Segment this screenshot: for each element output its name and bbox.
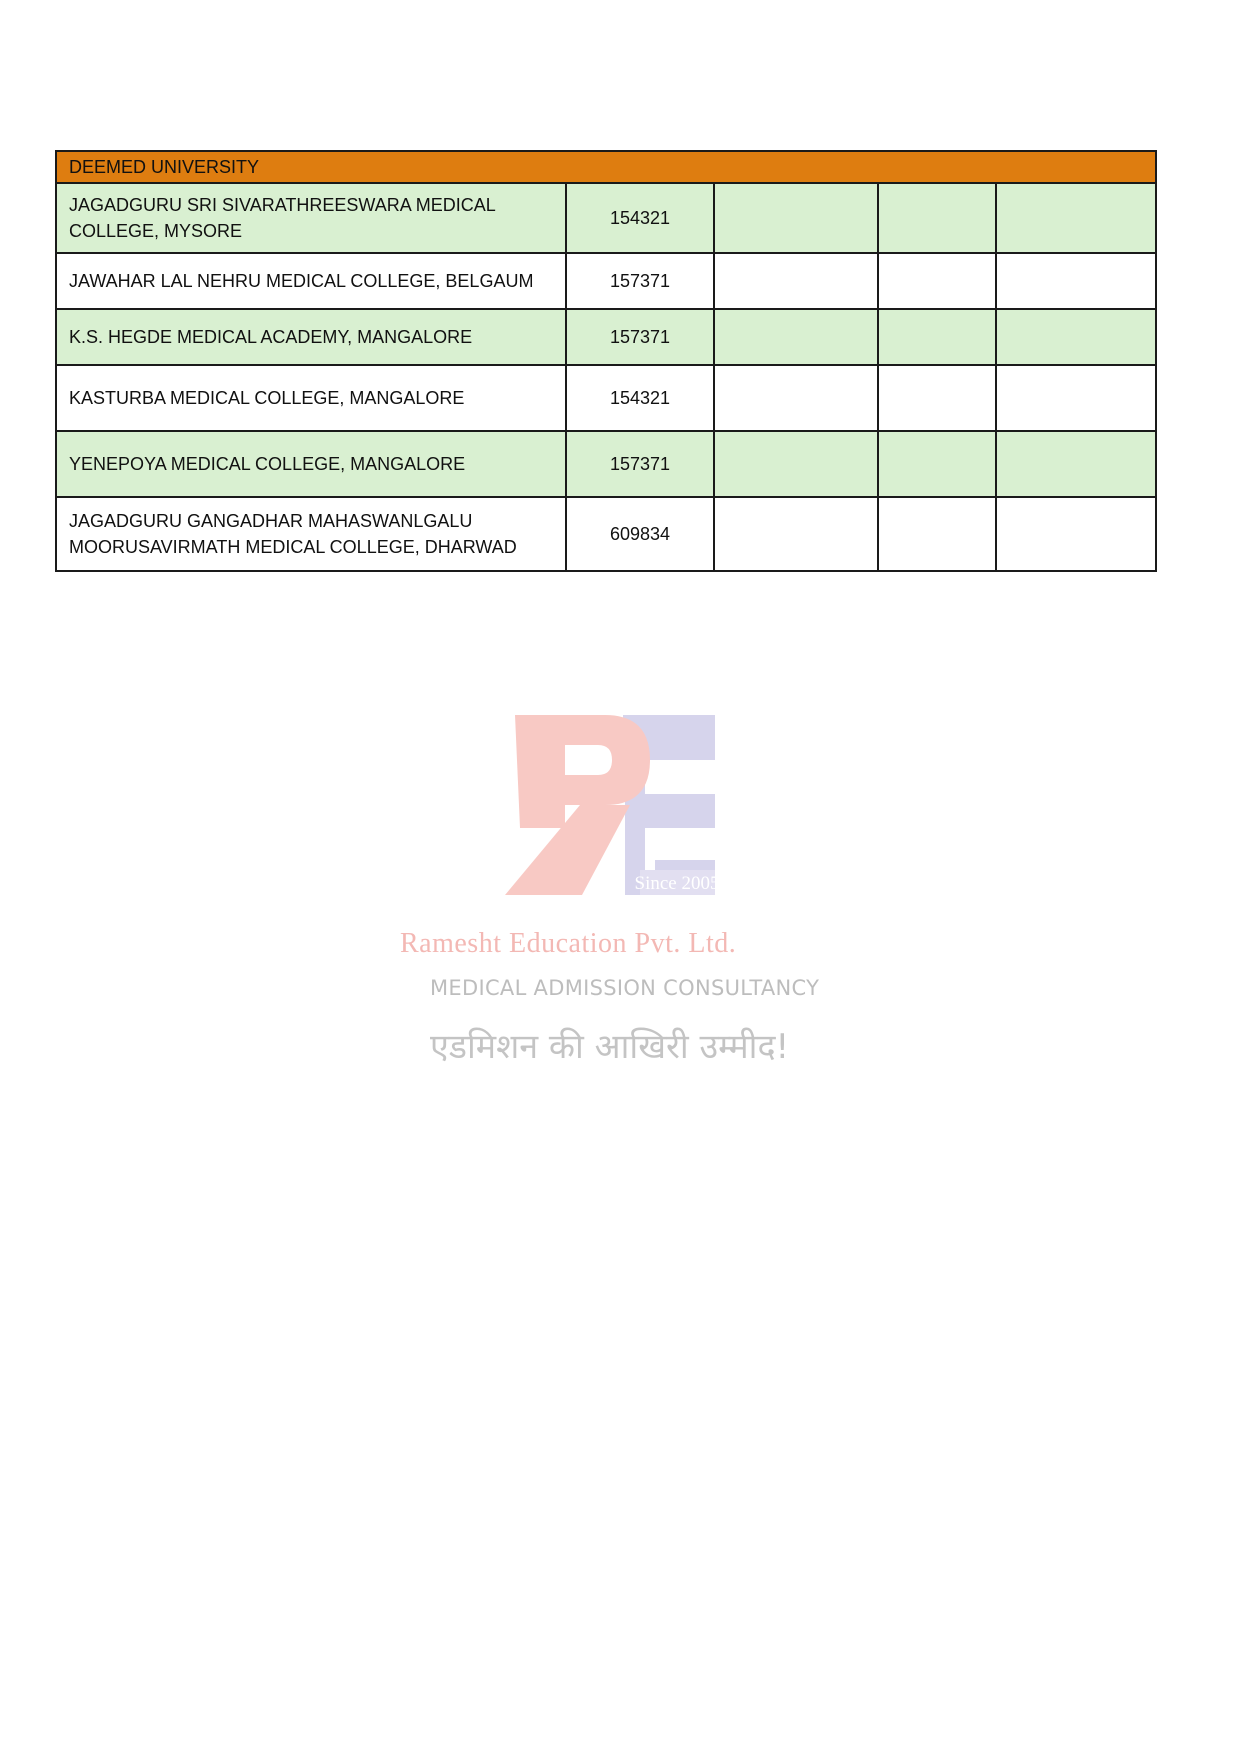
empty-cell xyxy=(878,253,996,309)
table-row xyxy=(56,309,1156,365)
empty-cell xyxy=(714,497,878,571)
table-row xyxy=(56,497,1156,571)
closing-rank: 154321 xyxy=(566,365,714,431)
empty-cell xyxy=(878,309,996,365)
company-name: Ramesht Education Pvt. Ltd. xyxy=(400,928,737,959)
company-watermark xyxy=(400,700,840,1080)
empty-cell xyxy=(996,253,1156,309)
college-name: JAWAHAR LAL NEHRU MEDICAL COLLEGE, BELGAUM xyxy=(56,253,566,309)
empty-cell xyxy=(878,497,996,571)
logo-e-middle xyxy=(645,794,715,828)
empty-cell xyxy=(714,365,878,431)
logo-r-counter xyxy=(565,745,612,775)
hindi-slogan: एडमिशन की आखिरी उम्मीद! xyxy=(430,1027,790,1067)
closing-rank: 157371 xyxy=(566,309,714,365)
empty-cell xyxy=(996,497,1156,571)
logo-since-text: Since 2005 xyxy=(634,873,720,894)
table-row xyxy=(56,365,1156,431)
table-row xyxy=(56,431,1156,497)
table-row xyxy=(56,253,1156,309)
empty-cell xyxy=(878,183,996,253)
empty-cell xyxy=(996,309,1156,365)
empty-cell xyxy=(714,183,878,253)
deemed-university-table xyxy=(55,150,1157,572)
college-name: K.S. HEGDE MEDICAL ACADEMY, MANGALORE xyxy=(56,309,566,365)
company-logo xyxy=(480,700,740,900)
section-label: DEEMED UNIVERSITY xyxy=(56,151,1156,183)
empty-cell xyxy=(996,183,1156,253)
company-tagline: MEDICAL ADMISSION CONSULTANCY xyxy=(430,976,820,1000)
empty-cell xyxy=(878,431,996,497)
empty-cell xyxy=(996,431,1156,497)
college-name: JAGADGURU SRI SIVARATHREESWARA MEDICAL COLLEGE, MYSORE xyxy=(56,183,566,253)
empty-cell xyxy=(714,253,878,309)
empty-cell xyxy=(878,365,996,431)
closing-rank: 609834 xyxy=(566,497,714,571)
closing-rank: 157371 xyxy=(566,253,714,309)
closing-rank: 157371 xyxy=(566,431,714,497)
closing-rank: 154321 xyxy=(566,183,714,253)
empty-cell xyxy=(714,309,878,365)
empty-cell xyxy=(996,365,1156,431)
college-name: JAGADGURU GANGADHAR MAHASWANLGALU MOORUSAVIRMATH MEDICAL COLLEGE, DHARWAD xyxy=(56,497,566,571)
college-name: YENEPOYA MEDICAL COLLEGE, MANGALORE xyxy=(56,431,566,497)
empty-cell xyxy=(714,431,878,497)
college-name: KASTURBA MEDICAL COLLEGE, MANGALORE xyxy=(56,365,566,431)
table-row xyxy=(56,183,1156,253)
section-header-row xyxy=(56,151,1156,183)
